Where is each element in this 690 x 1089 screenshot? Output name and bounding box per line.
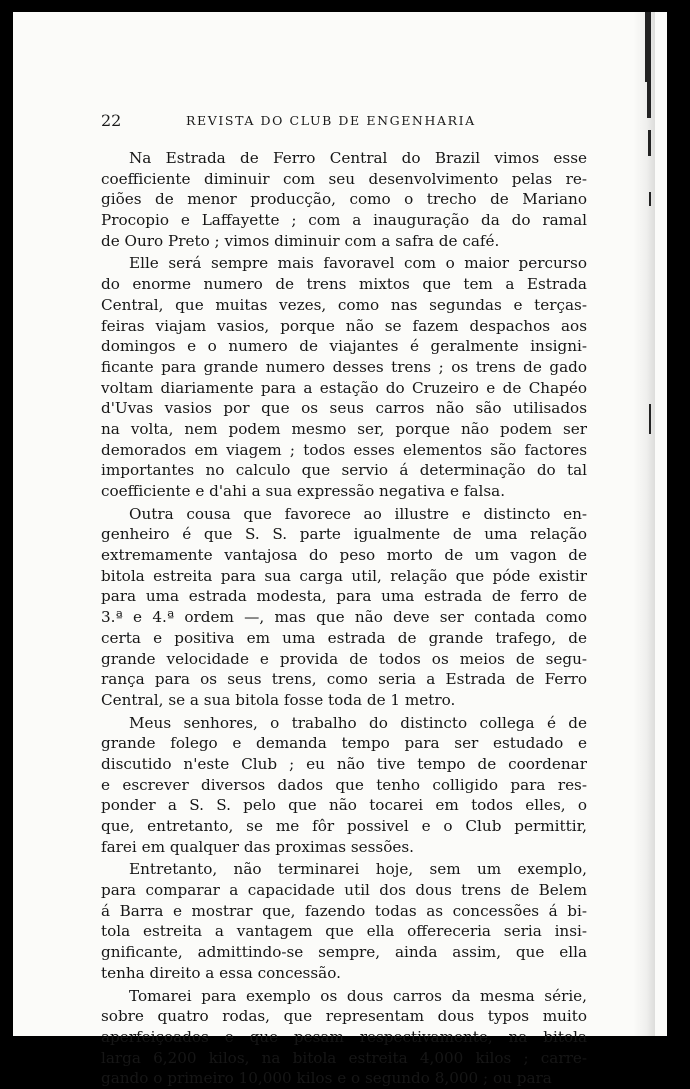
text-line: voltam diariamente para a estação do Cruzeiro e de Chapéo [101,378,587,397]
text-line: 3.ª e 4.ª ordem —, mas que não deve ser contada como [101,608,587,627]
text-line: Central, que muitas vezes, como nas segundas e terças- [101,295,587,314]
text-line: d'Uvas vasios por que os seus carros não são utilisados [101,399,587,418]
text-line: Na Estrada de Ferro Central do Brazil vimos esse [129,149,587,167]
text-line: para uma estrada modesta, para uma estrada de ferro de [101,587,587,606]
binding-edge-mark [649,404,651,434]
text-line: importantes no calculo que servio á determinação do tal [101,461,587,480]
text-line: domingos e o numero de viajantes é geralmente insigni- [101,337,587,356]
paragraph [101,986,587,1089]
running-header [101,111,587,135]
text-line: coefficiente e d'ahi a sua expressão negativa e falsa. [101,482,506,500]
text-line: coefficiente diminuir com seu desenvolvimento pelas re- [101,169,587,188]
text-line: genheiro é que S. S. parte igualmente de uma relação [101,525,587,544]
text-line: grande folego e demanda tempo para ser estudado e [101,734,587,753]
text-line: tenha direito a essa concessão. [101,963,341,982]
text-line: de Ouro Preto ; vimos diminuir com a safra de café. [101,231,500,250]
text-line: Entretanto, não terminarei hoje, sem um exemplo, [129,860,587,879]
text-line: tola estreita a vantagem que ella offereceria seria insi- [101,922,587,941]
paragraph [101,713,587,858]
text-line: Procopio e Laffayette ; com a inauguração da do ramal [101,211,587,230]
text-line: na volta, nem podem mesmo ser, porque não podem ser [101,419,587,438]
text-line: aperfeiçoados e que pesam respectivamente, na bitola [101,1027,587,1046]
text-line: e escrever diversos dados que tenho colligido para res- [101,775,587,794]
text-line: bitola estreita para sua carga util, relação que póde existir [101,566,587,585]
binding-edge-mark [648,130,651,156]
text-line: discutido n'este Club ; eu não tive tempo de coordenar [101,754,587,773]
text-line: Outra cousa que favorece ao illustre e distincto en- [129,504,587,523]
text-line: certa e positiva em uma estrada de grande trafego, de [101,628,587,647]
text-line: grande velocidade e provida de todos os meios de segu- [101,649,587,668]
text-line: gando o primeiro 10,000 kilos e o segundo 8,000 ; ou para [101,1069,552,1088]
binding-edge-mark [647,82,651,118]
paragraph [101,253,587,501]
paragraph [101,859,587,983]
text-line: Elle será sempre mais favoravel com o maior percurso [129,254,587,273]
text-line: farei em qualquer das proximas sessões. [101,837,414,856]
text-line: do enorme numero de trens mixtos que tem a Estrada [101,275,587,294]
text-line: ponder a S. S. pelo que não tocarei em todos elles, o [101,796,587,815]
text-line: sobre quatro rodas, que representam dous typos muito [101,1007,587,1026]
text-line: para comparar a capacidade util dos dous trens de Belem [101,881,587,900]
text-line: feiras viajam vasios, porque não se fazem despachos aos [101,316,587,335]
text-line: que, entretanto, se me fôr possivel e o Club permittir, [101,817,587,835]
binding-edge-mark [645,12,651,82]
text-line: Tomarei para exemplo os dous carros da mesma série, [129,986,587,1005]
paragraph [101,504,587,711]
text-line: larga 6,200 kilos, na bitola estreita 4,000 kilos ; carre- [101,1048,587,1067]
text-line: rança para os seus trens, como seria a Estrada de Ferro [101,670,587,689]
text-line: gnificante, admittindo-se sempre, ainda assim, que ella [101,943,587,962]
text-line: Central, se a sua bitola fosse toda de 1 metro. [101,690,456,709]
book-page [13,12,667,1088]
binding-edge-mark [649,192,651,206]
text-line: Meus senhores, o trabalho do distincto collega é de [129,713,587,732]
text-line: extremamente vantajosa do peso morto de um vagon de [101,546,587,565]
paragraph [101,148,587,251]
running-title: REVISTA DO CLUB DE ENGENHARIA [186,113,476,128]
text-line: demorados em viagem ; todos esses elementos são factores [101,440,587,459]
text-line: ficante para grande numero desses trens ; os trens de gado [101,357,587,376]
page-gutter-shadow [633,12,655,1036]
body-text [101,148,587,1089]
text-line: giões de menor producção, como o trecho de Mariano [101,190,587,209]
text-line: á Barra e mostrar que, fazendo todas as concessões á bi- [101,901,587,920]
page-number: 22 [101,111,122,130]
